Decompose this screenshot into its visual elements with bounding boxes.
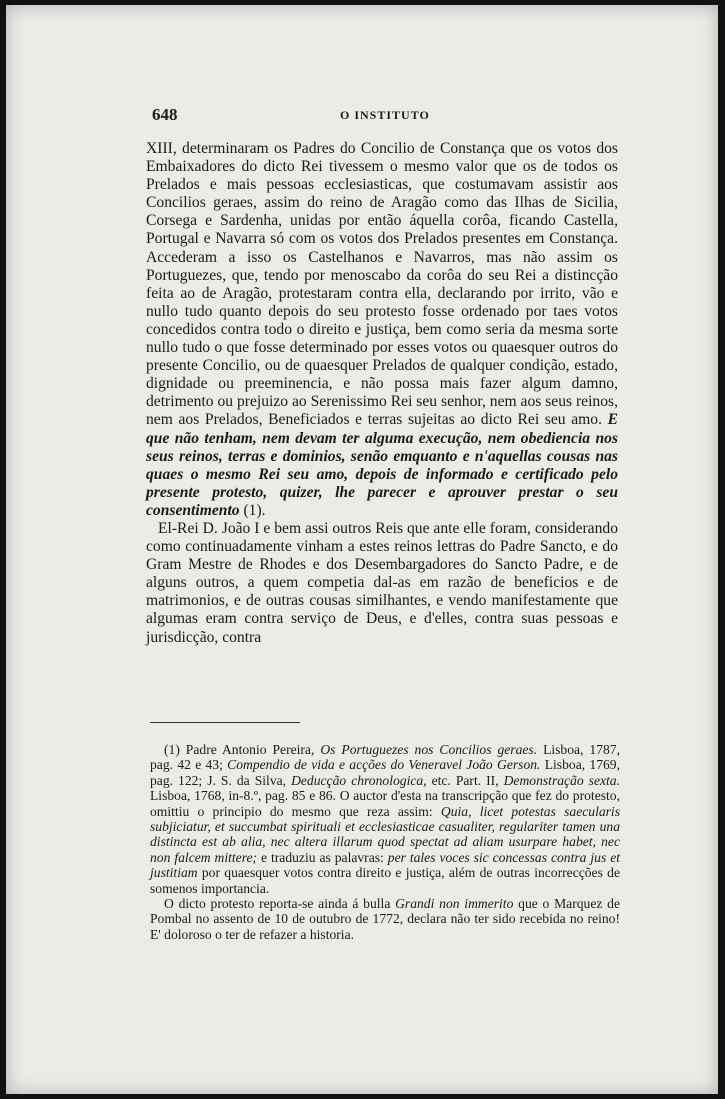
fn-text-4: etc. Part. II,: [426, 772, 504, 788]
paragraph-2: El-Rei D. João I e bem assi outros Reis que ante elle foram, considerando como continuadamente vinham a estes reinos lettras do Padre Sancto, e do Gram Mestre de Rhodes e dos Desembargadores do Sancto Padre, e de alguns outros, a quem competia dal-as em razão de beneficios e de matrimonios, e de outras cousas similhantes, e vendo manifestamente que algumas eram contra serviço de Deus, e d'elles, contra suas pessoas e jurisdicção, contra: [146, 519, 618, 646]
fn-italic-3: Deducção chronologica,: [291, 772, 427, 788]
fn-italic-4: Demonstração sexta.: [503, 772, 620, 788]
fn-cont-italic: Grandi non immerito: [395, 896, 514, 912]
running-head: O INSTITUTO: [340, 108, 430, 122]
fn-text-6: e traduziu as palavras:: [257, 849, 388, 865]
main-text: [146, 140, 618, 647]
fn-text-5: Lisboa, 1768, in-8.º, pag. 85 e 86. O auctor d'esta na transcripção que fez do protesto, omittiu o principio do mesmo que reza assim:: [150, 788, 620, 819]
fn-text-7: por quaesquer votos contra direito e justiça, além de outras incorrecções de somenos importancia.: [150, 865, 620, 896]
paragraph-1-text: XIII, determinaram os Padres do Concilio de Constança que os votos dos Embaixadores do dicto Rei tivessem o mesmo valor que os de todos os Prelados e mais pessoas ecclesiasticas, que costumavam assistir aos Concilios geraes, assim do reino de Aragão como das Ilhas de Sicilia, Corsega e Sardenha, unidas por então áquella corôa, ficando Castella, Portugal e Navarra só com os votos dos Prelados presentes em Constança. Accederam a isso os Castelhanos e Navarros, mas não assim os Portuguezes, que, tendo por menoscabo da corôa do seu Rei a distincção feita ao de Aragão, protestaram contra ella, declarando por irrito, vão e nullo tudo quanto depois do seu protesto fosse ordenado por taes votos concedidos contra todo o direito e justiça, bem como seria da mesma sorte nullo tudo o que fosse determinado por esses votos ou quaesquer outros do presente Concilio, ou de quaesquer Prelados de qualquer condição, estado, dignidade ou preeminencia, e não possa mais fazer algum damno, detrimento ou prejuizo ao Serenissimo Rei seu senhor, nem aos seus reinos, nem aos Prelados, Beneficiados e terras sujeitas ao dicto Rei seu amo.: [146, 140, 618, 429]
fn-text-3: Lisboa, 1769, pag. 122; J. S. da Silva,: [150, 757, 620, 788]
footnotes: [150, 742, 620, 942]
fn-text-1: (1) Padre Antonio Pereira,: [164, 742, 321, 757]
fn-italic-1: Os Portuguezes nos Concilios geraes.: [320, 742, 538, 757]
fn-italic-6: per tales voces sic concessas contra jus et justitiam: [150, 849, 621, 881]
fn-italic-2: Compendio de vida e acções do Veneravel João Gerson.: [227, 757, 541, 773]
fn-cont-text-2: que o Marquez de Pombal no assento de 10 de outubro de 1772, declara não ter sido recebida no reino! E' doloroso o ter de refazer a historia.: [150, 896, 620, 942]
footnote-1-continuation: [150, 896, 620, 942]
fn-cont-text-1: O dicto protesto reporta-se ainda á bulla: [164, 896, 396, 912]
paragraph-1-italic-quote: E que não tenham, nem devam ter alguma execução, nem obediencia nos seus reinos, terras e dominios, senão emquanto e n'aquellas cousas nas quaes o mesmo Rei seu amo, depois de informado e certificado pelo presente protesto, quizer, lhe parecer e aprouver prestar o seu consentimento: [146, 411, 618, 519]
footnote-reference: (1).: [239, 501, 266, 519]
page-number: 648: [152, 105, 178, 124]
footnote-1: [150, 742, 620, 896]
fn-text-2: Lisboa, 1787, pag. 42 e 43;: [150, 742, 621, 773]
paragraph-1: [146, 140, 618, 520]
footnote-separator: [150, 722, 300, 723]
fn-italic-5: Quia, licet potestas saecularis subjiciatur, et succumbat spirituali et ecclesiasticae casualiter, regulariter tamen una distincta est ab alia, nec altera illarum quod spectat ad aliam usurpare habet, nec non falcem mittere;: [150, 803, 620, 865]
